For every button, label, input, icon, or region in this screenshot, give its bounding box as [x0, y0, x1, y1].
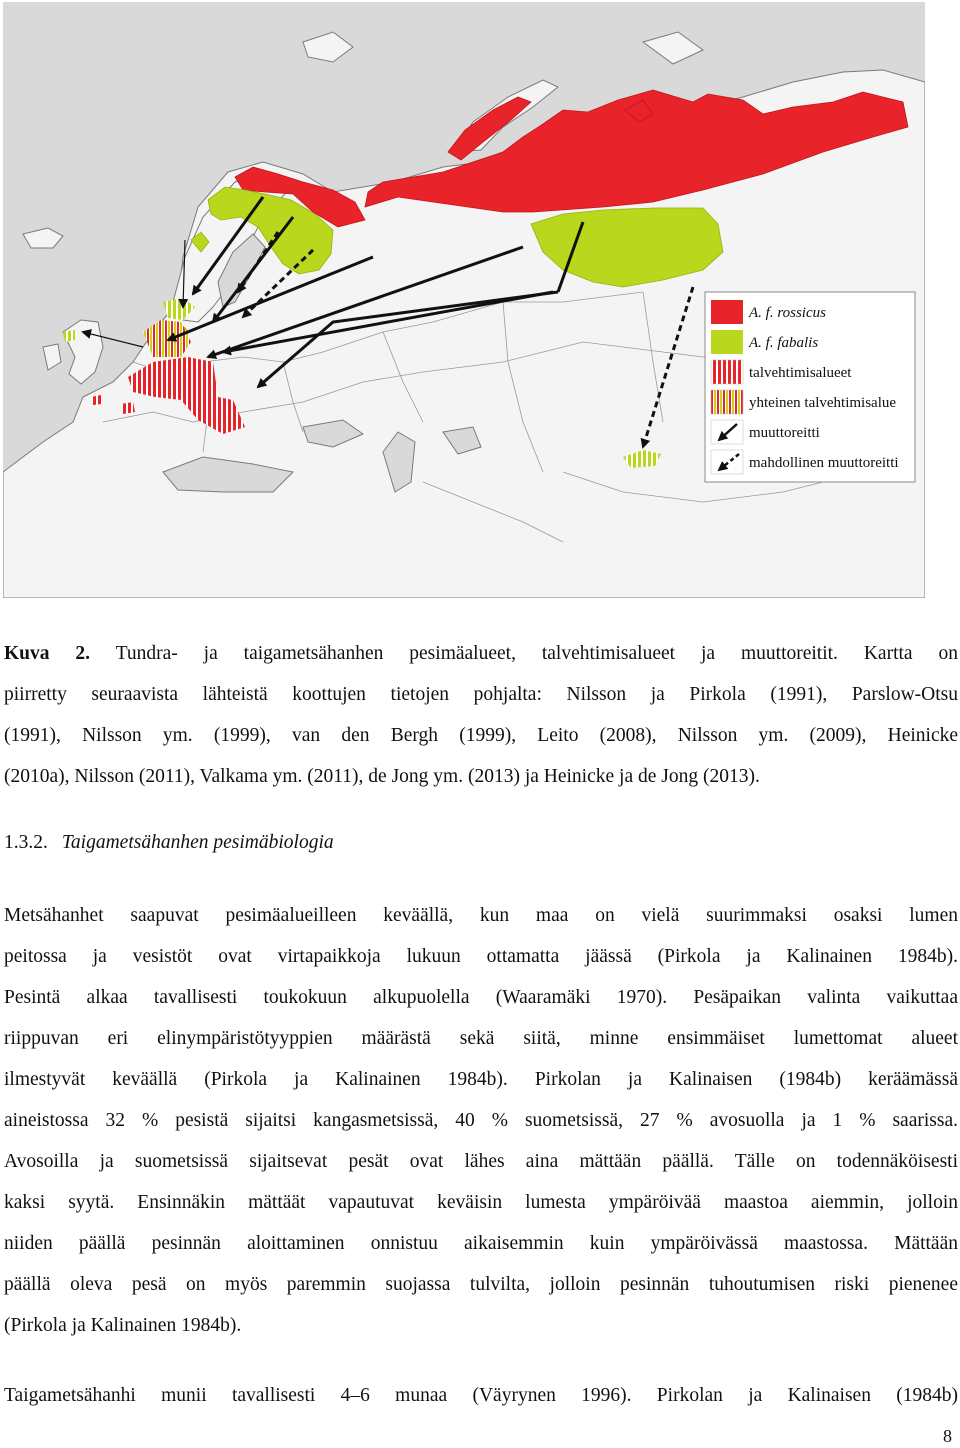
paragraph-line: Metsähanhet saapuvat pesimäalueilleen keväällä, kun maa on vielä suurimmaksi osaksi lumen: [4, 905, 958, 926]
paragraph-line: ilmestyvät keväällä (Pirkola ja Kalinainen 1984b). Pirkolan ja Kalinaisen (1984b) keräämässä: [4, 1069, 958, 1090]
figure-caption-line-1: [4, 643, 958, 665]
legend-label-fabalis: A. f. fabalis: [749, 335, 819, 351]
section-number: 1.3.2.: [4, 832, 48, 853]
legend-swatch-rossicus: [711, 300, 743, 324]
paragraph-line: (Pirkola ja Kalinainen 1984b).: [4, 1315, 242, 1336]
legend-label-possible-route: mahdollinen muuttoreitti: [749, 455, 899, 471]
legend-label-wintering: talvehtimisalueet: [749, 365, 852, 381]
paragraph-line: Avosoilla ja suometsissä sijaitsevat pesät ovat lähes aina mättään päällä. Tälle on todennäköisesti: [4, 1151, 958, 1172]
paragraph-line: Pesintä alkaa tavallisesti toukokuun alkupuolella (Waaramäki 1970). Pesäpaikan valinta vaikuttaa: [4, 987, 958, 1008]
legend-label-route: muuttoreitti: [749, 425, 820, 441]
paragraph-line: kaksi syytä. Ensinnäkin mättäät vapautuvat keväisin lumesta ympäröivää maastoa aiemmin, jolloin: [4, 1192, 958, 1213]
map-legend: [705, 292, 915, 482]
migration-map: [3, 2, 925, 598]
figure-caption-line-4: (2010a), Nilsson (2011), Valkama ym. (2011), de Jong ym. (2013) ja Heinicke ja de Jong (2013).: [4, 766, 760, 787]
section-heading: [4, 832, 334, 854]
figure-caption-label: Kuva 2.: [4, 643, 91, 664]
paragraph-line: riippuvan eri elinympäristötyyppien määrästä sekä siitä, minne ensimmäiset lumettomat alueet: [4, 1028, 958, 1049]
section-title: Taigametsähanhen pesimäbiologia: [61, 832, 334, 853]
figure-caption-line-2: piirretty seuraavista lähteistä koottujen tietojen pohjalta: Nilsson ja Pirkola (1991), Parslow-Otsu: [4, 684, 958, 705]
paragraph-line: Taigametsähanhi munii tavallisesti 4–6 munaa (Väyrynen 1996). Pirkolan ja Kalinaisen (1984b): [4, 1385, 958, 1406]
paragraph-line: peitossa ja vesistöt ovat virtapaikkoja lukuun ottamatta jäässä (Pirkola ja Kalinainen 1984b).: [4, 946, 958, 967]
legend-label-rossicus: A. f. rossicus: [749, 305, 826, 321]
page-number: 8: [943, 1426, 952, 1446]
paragraph-line: niiden päällä pesinnän aloittaminen onnistuu aikaisemmin kuin ympäröivässä maastossa. Mättään: [4, 1233, 958, 1254]
paragraph-line: päällä oleva pesä on myös paremmin suojassa tulvilta, jolloin pesinnän tuhoutumisen riski pienenee: [4, 1274, 958, 1295]
figure-caption-text-1: Tundra- ja taigametsähanhen pesimäalueet, talvehtimisalueet ja muuttoreitit. Kartta on: [115, 643, 958, 664]
legend-label-shared-wintering: yhteinen talvehtimisalue: [749, 395, 897, 411]
figure-caption-line-3: (1991), Nilsson ym. (1999), van den Bergh (1999), Leito (2008), Nilsson ym. (2009), Heinicke: [4, 725, 958, 746]
legend-swatch-shared-wintering: [711, 390, 743, 414]
legend-swatch-fabalis: [711, 330, 743, 354]
paragraph-line: aineistossa 32 % pesistä sijaitsi kangasmetsissä, 40 % suometsissä, 27 % avosuolla ja 1 % saarissa.: [4, 1110, 958, 1131]
legend-swatch-wintering: [711, 360, 743, 384]
